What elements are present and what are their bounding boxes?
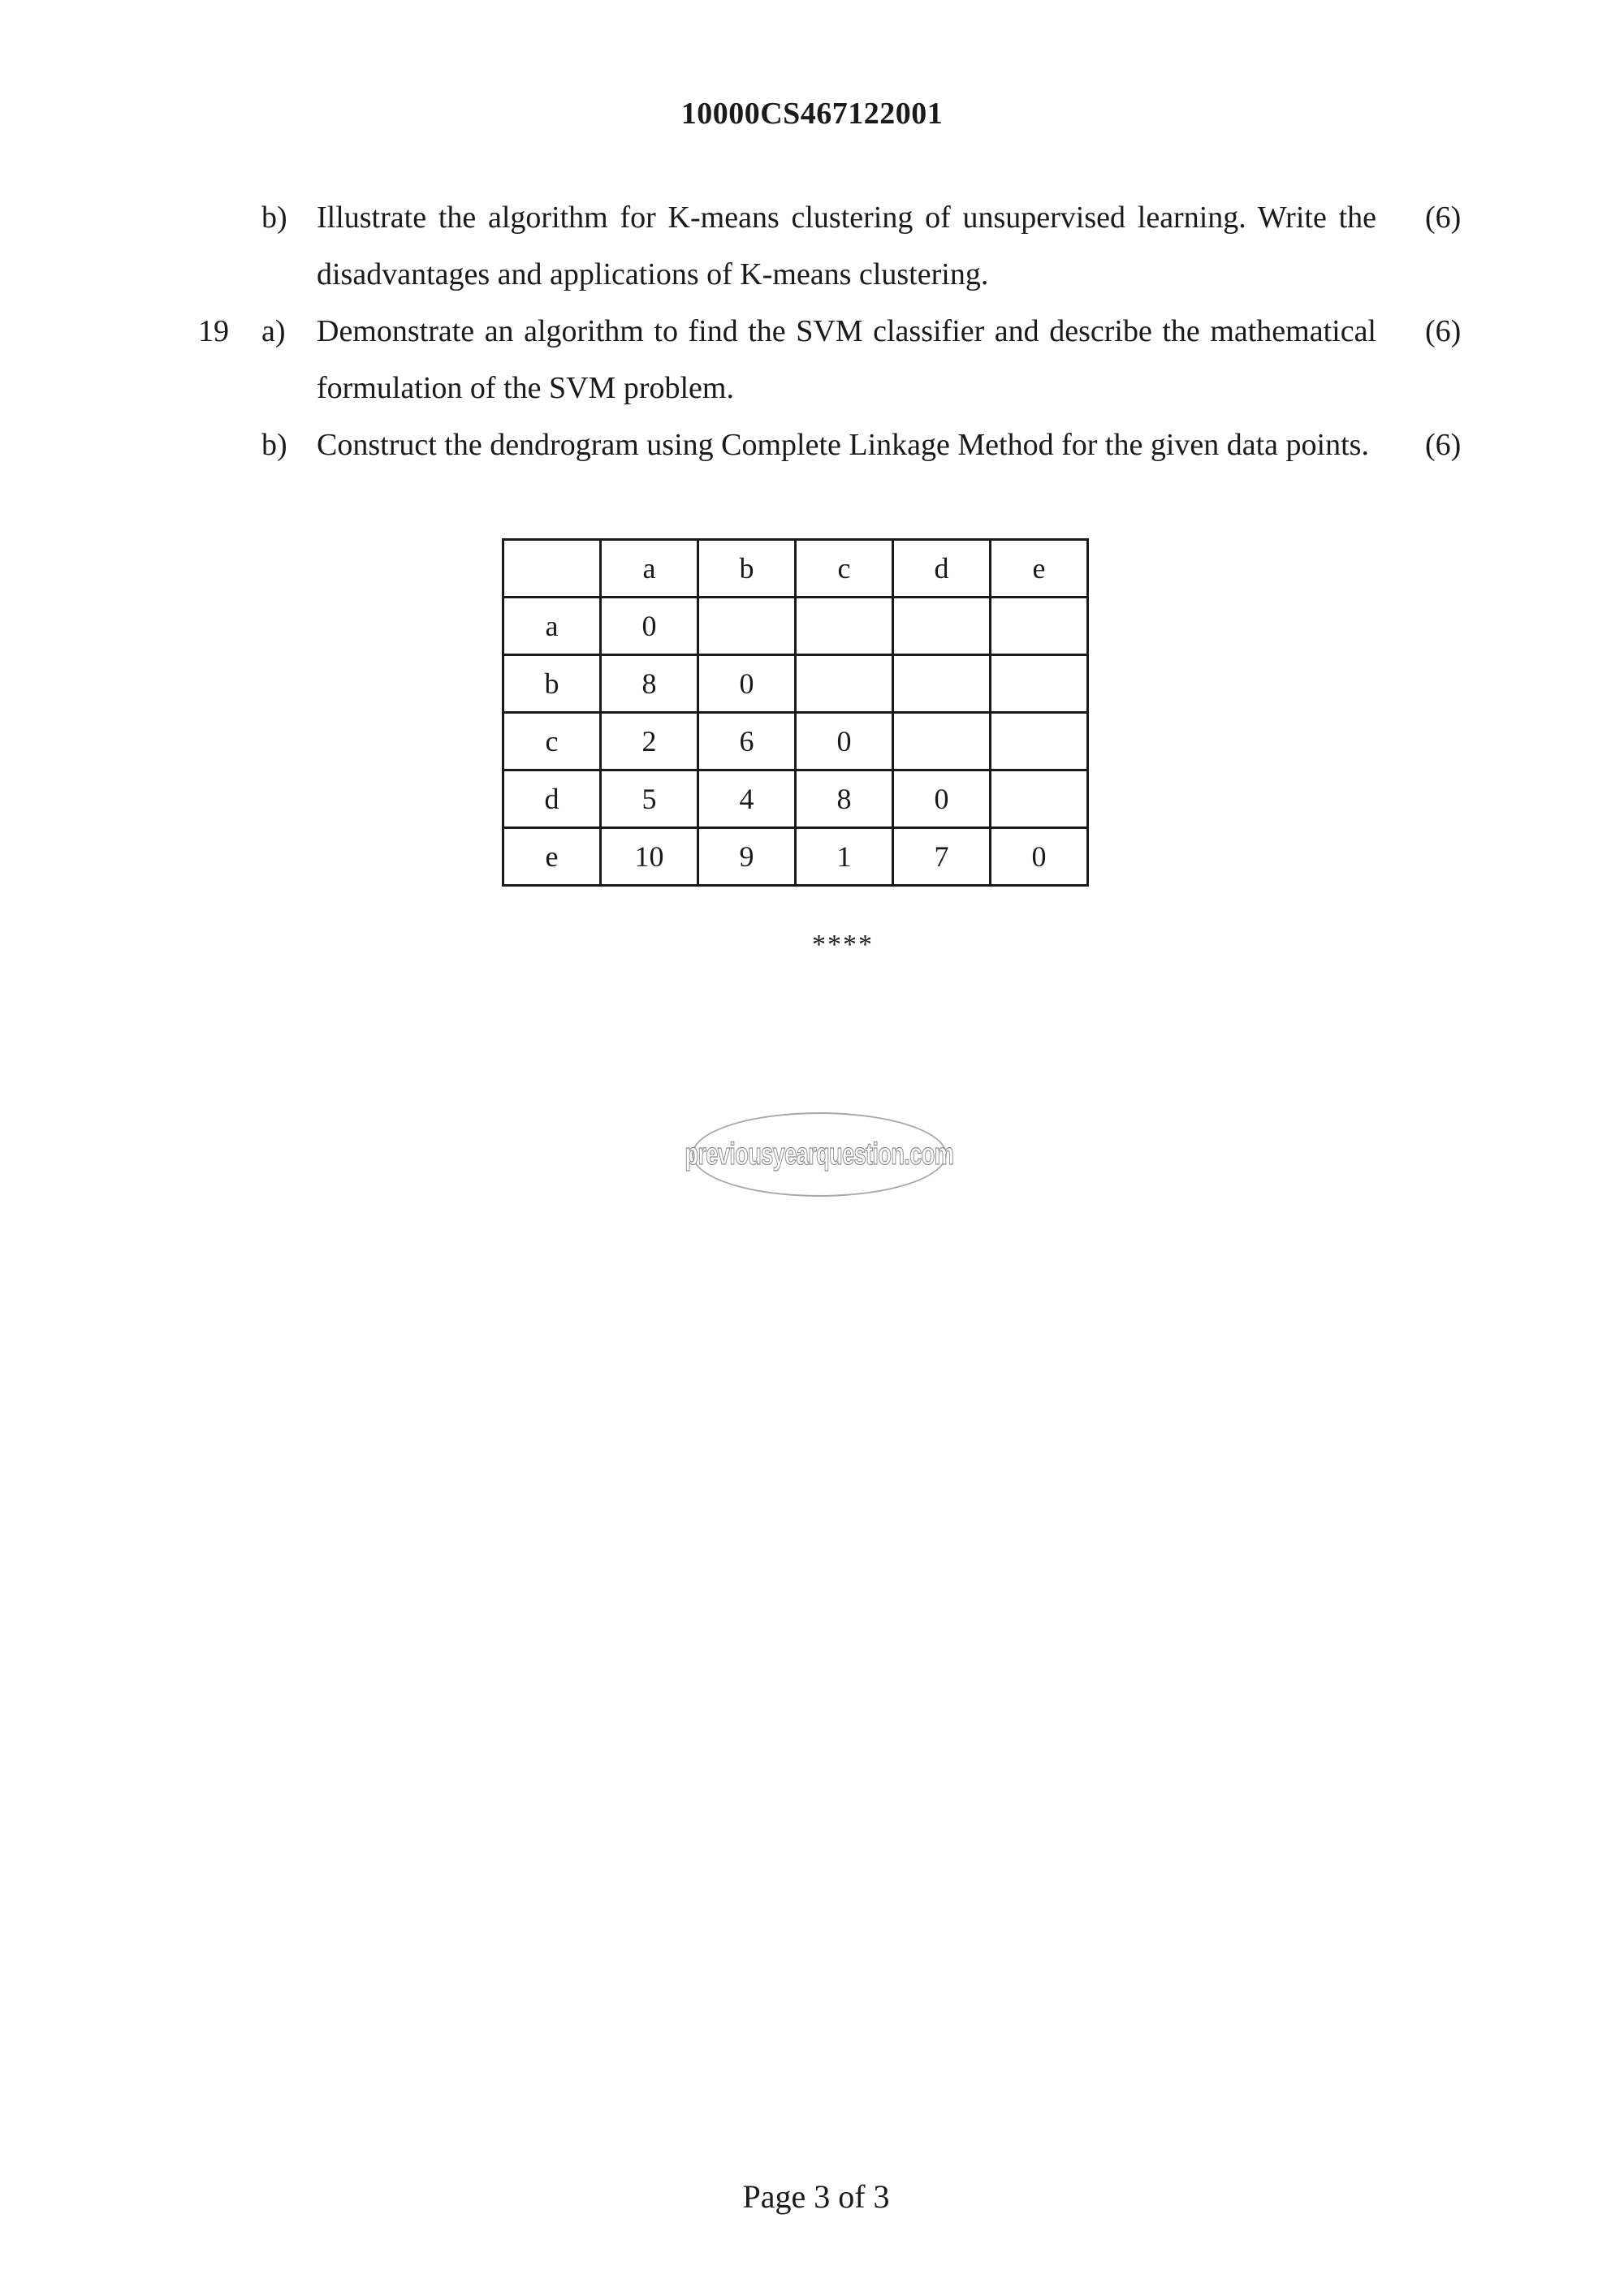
question-marks: (6) <box>1425 314 1462 348</box>
table-cell <box>698 598 796 655</box>
table-cell <box>991 770 1088 828</box>
page-number: Page 3 of 3 <box>742 2178 890 2215</box>
table-cell: 8 <box>601 655 698 713</box>
table-row <box>503 713 1088 770</box>
watermark-logo <box>685 1112 954 1197</box>
table-cell <box>893 713 991 770</box>
table-cell: 1 <box>796 828 893 886</box>
end-of-paper-marker: **** <box>812 930 874 960</box>
table-cell: 8 <box>796 770 893 828</box>
question-marks: (6) <box>1425 201 1462 235</box>
table-cell: 2 <box>601 713 698 770</box>
table-cell <box>796 598 893 655</box>
table-row <box>503 655 1088 713</box>
table-row <box>503 770 1088 828</box>
column-header: a <box>601 540 698 598</box>
table-cell: 0 <box>601 598 698 655</box>
table-cell <box>893 598 991 655</box>
row-header: a <box>503 598 601 655</box>
table-cell: 6 <box>698 713 796 770</box>
table-cell <box>991 713 1088 770</box>
distance-matrix-table <box>502 538 1089 887</box>
column-header: d <box>893 540 991 598</box>
table-corner-cell <box>503 540 601 598</box>
question-marks: (6) <box>1425 428 1462 462</box>
question-text: Demonstrate an algorithm to find the SVM classifier and describe the mathematical formulation of the SVM problem. <box>317 314 1376 405</box>
row-header: e <box>503 828 601 886</box>
table-header-row <box>503 540 1088 598</box>
row-header: d <box>503 770 601 828</box>
table-cell: 5 <box>601 770 698 828</box>
column-header: b <box>698 540 796 598</box>
question-text: Construct the dendrogram using Complete Linkage Method for the given data points. <box>317 428 1369 462</box>
question-part: b) <box>261 428 287 462</box>
table-cell <box>991 655 1088 713</box>
table-cell: 7 <box>893 828 991 886</box>
column-header: e <box>991 540 1088 598</box>
table-row <box>503 828 1088 886</box>
table-cell <box>796 655 893 713</box>
question-part: b) <box>261 201 287 235</box>
table-cell: 0 <box>796 713 893 770</box>
table-cell: 0 <box>893 770 991 828</box>
question-part: a) <box>261 314 286 348</box>
row-header: b <box>503 655 601 713</box>
table-row <box>503 598 1088 655</box>
question-text: Illustrate the algorithm for K-means clustering of unsupervised learning. Write the disadvantages and applications of K-means clustering. <box>317 201 1376 291</box>
table-cell: 4 <box>698 770 796 828</box>
table-cell <box>893 655 991 713</box>
table-cell: 0 <box>698 655 796 713</box>
table-cell: 9 <box>698 828 796 886</box>
table-cell <box>991 598 1088 655</box>
question-number: 19 <box>198 314 229 348</box>
question-paper-code: 10000CS467122001 <box>680 97 944 131</box>
table-cell: 10 <box>601 828 698 886</box>
watermark-text: previousyearquestion.com <box>685 1137 954 1172</box>
table-cell: 0 <box>991 828 1088 886</box>
column-header: c <box>796 540 893 598</box>
row-header: c <box>503 713 601 770</box>
